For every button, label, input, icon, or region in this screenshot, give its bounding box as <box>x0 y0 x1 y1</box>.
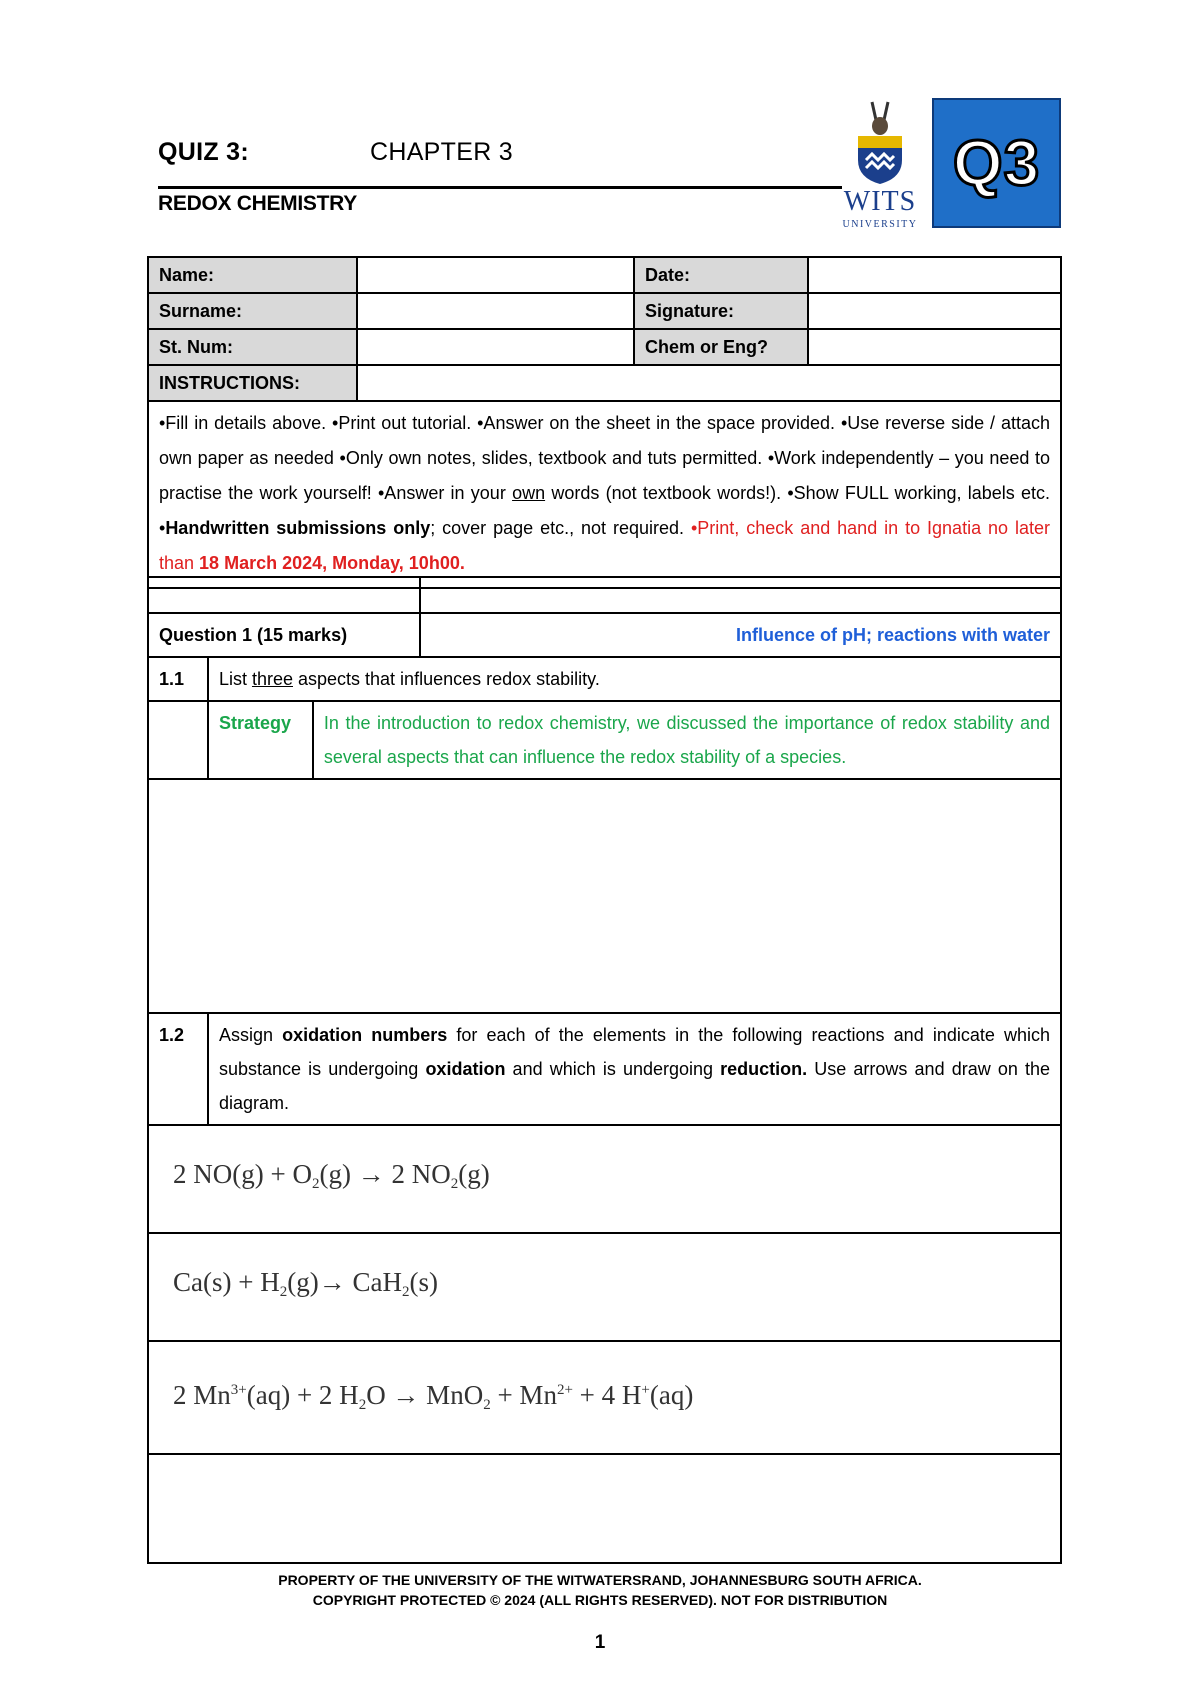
strategy-indent <box>148 701 208 779</box>
q12-reduction: reduction. <box>720 1059 808 1079</box>
logo-subtext: UNIVERSITY <box>842 219 918 230</box>
header-divider <box>158 186 842 189</box>
eq3-sup: 2+ <box>556 1382 573 1398</box>
spacer-left <box>148 577 420 613</box>
student-number-field[interactable] <box>357 329 634 365</box>
eq2-sub: 2 <box>401 1284 410 1300</box>
q12-part-d: and which is undergoing <box>505 1059 721 1079</box>
eq3-part: O → MnO <box>366 1380 484 1410</box>
eq3-sup: + <box>641 1382 650 1398</box>
page-subtitle: REDOX CHEMISTRY <box>158 192 357 215</box>
eq3-sub: 2 <box>358 1397 367 1413</box>
date-label: Date: <box>634 257 808 293</box>
strategy-label: Strategy <box>208 701 313 779</box>
logo-wordmark: WITS <box>843 186 917 217</box>
instructions-part-1: •Fill in details above. •Print out tutorial. •Answer on the sheet in the space provided. •Use reverse side / attach own paper as needed •Only own notes, slides, textbook and tuts permitted. •Work independently – you need to practise the work yourself! •Answer in your <box>159 413 1050 503</box>
question-1-topic: Influence of pH; reactions with water <box>420 613 1061 657</box>
instructions-part-3: ; cover page etc., not required. <box>430 518 691 538</box>
q12-oxidation: oxidation <box>425 1059 506 1079</box>
instructions-text <box>148 401 1061 588</box>
instructions-deadline-text: •Print, check and hand in to Ignatia no later than <box>159 518 1050 573</box>
instructions-label: INSTRUCTIONS: <box>148 365 357 401</box>
chem-or-eng-label: Chem or Eng? <box>634 329 808 365</box>
eq3-part: (aq) + 2 H <box>246 1380 359 1410</box>
q12-part-e: Use arrows and draw on the diagram. <box>218 1059 1050 1113</box>
equation-1[interactable] <box>148 1125 1061 1233</box>
q11-text <box>208 657 1061 701</box>
eq1-part: (g) <box>458 1159 490 1189</box>
footer-line-2: COPYRIGHT PROTECTED © 2024 (ALL RIGHTS RESERVED). NOT FOR DISTRIBUTION <box>312 1592 888 1608</box>
wits-logo <box>836 98 924 232</box>
eq3-sup: 3+ <box>230 1382 247 1398</box>
eq3-part: + Mn <box>490 1380 557 1410</box>
eq3-sub: 2 <box>483 1397 491 1413</box>
eq1-part: 2 NO(g) + O <box>173 1159 312 1189</box>
wits-crest-icon <box>836 98 924 186</box>
eq1-sub: 2 <box>450 1176 459 1192</box>
page-number: 1 <box>594 1632 606 1653</box>
signature-field[interactable] <box>808 293 1061 329</box>
question-1-title: Question 1 (15 marks) <box>148 613 420 657</box>
copyright-footer <box>0 1570 1200 1610</box>
student-number-label: St. Num: <box>148 329 357 365</box>
q12-number: 1.2 <box>148 1013 208 1125</box>
eq2-part: (g)→ CaH <box>287 1267 402 1297</box>
eq3-part: 2 Mn <box>173 1380 231 1410</box>
surname-field[interactable] <box>357 293 634 329</box>
eq3-part: + 4 H <box>572 1380 642 1410</box>
q11-part-a: List <box>218 669 252 689</box>
surname-label: Surname: <box>148 293 357 329</box>
q11-three: three <box>251 669 293 689</box>
quiz-badge-label: Q3 <box>952 127 1041 199</box>
eq3-part: (aq) <box>649 1380 694 1410</box>
eq1-part: (g) → 2 NO <box>319 1159 451 1189</box>
eq2-sub: 2 <box>279 1284 288 1300</box>
q12-part-c: for each of the elements in the following reactions and indicate which substance is undergoing <box>218 1025 1051 1079</box>
name-field[interactable] <box>357 257 634 293</box>
q12-oxidation-numbers: oxidation numbers <box>282 1025 448 1045</box>
instructions-header-blank <box>357 365 1061 401</box>
q11-answer-space[interactable] <box>148 779 1061 1013</box>
chem-or-eng-field[interactable] <box>808 329 1061 365</box>
q11-part-b: aspects that influences redox stability. <box>293 669 600 689</box>
q12-part-a: Assign <box>218 1025 283 1045</box>
question-1-table <box>147 576 1062 1564</box>
quiz-number: QUIZ 3: <box>158 138 249 166</box>
signature-label: Signature: <box>634 293 808 329</box>
name-label: Name: <box>148 257 357 293</box>
equation-2[interactable] <box>148 1233 1061 1341</box>
eq1-sub: 2 <box>311 1176 320 1192</box>
q12-text <box>208 1013 1061 1125</box>
student-info-table <box>147 256 1062 589</box>
eq2-part: Ca(s) + H <box>173 1267 280 1297</box>
instructions-handwritten: Handwritten submissions only <box>165 518 431 538</box>
instructions-deadline-date: 18 March 2024, Monday, 10h00. <box>199 553 465 573</box>
date-field[interactable] <box>808 257 1061 293</box>
spacer-right <box>420 577 1061 613</box>
instructions-own: own <box>512 483 546 503</box>
quiz-badge <box>932 98 1061 228</box>
instructions-part-2: words (not textbook words!). •Show FULL working, labels etc. • <box>159 483 1051 538</box>
equation-3[interactable] <box>148 1341 1061 1454</box>
q12-answer-space[interactable] <box>148 1454 1061 1563</box>
footer-line-1: PROPERTY OF THE UNIVERSITY OF THE WITWATERSRAND, JOHANNESBURG SOUTH AFRICA. <box>278 1572 922 1588</box>
q11-number: 1.1 <box>148 657 208 701</box>
strategy-text: In the introduction to redox chemistry, we discussed the importance of redox stability and several aspects that can influence the redox stability of a species. <box>313 701 1061 779</box>
chapter-title: CHAPTER 3 <box>370 138 514 166</box>
eq2-part: (s) <box>409 1267 438 1297</box>
